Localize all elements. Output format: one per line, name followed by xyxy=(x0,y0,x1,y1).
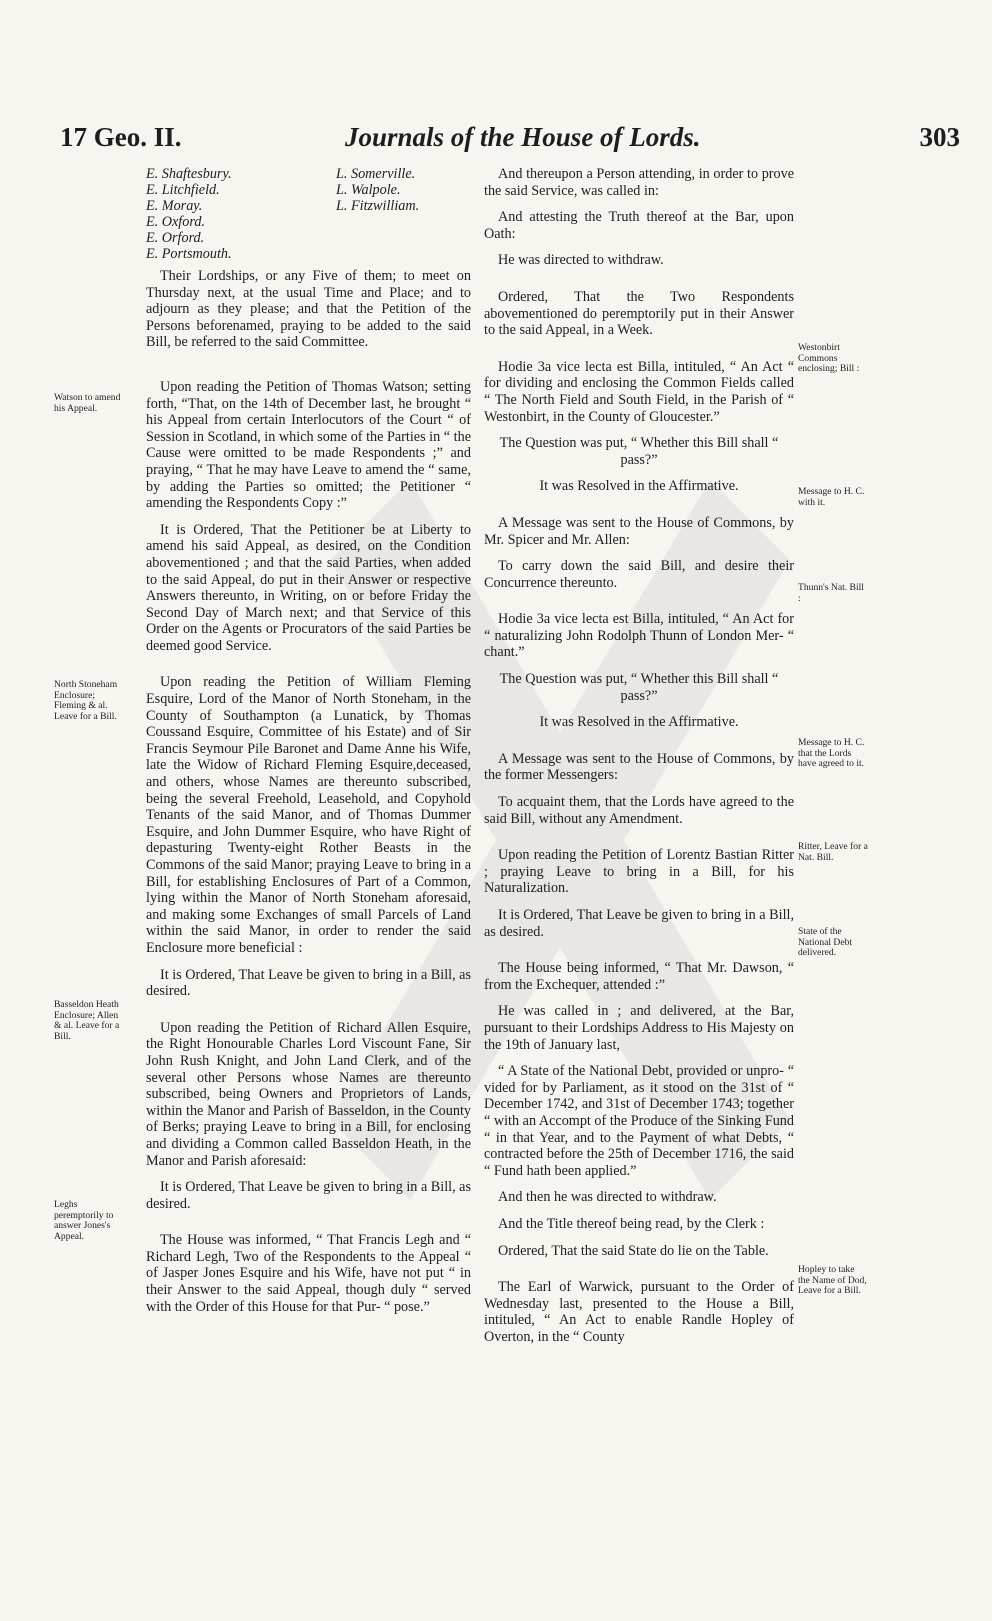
margin-note-watson: Watson to amend his Appeal. xyxy=(54,392,121,414)
right-paragraph: And thereupon a Person attending, in order to prove the said Service, was called in: xyxy=(484,166,794,199)
right-paragraph: Ordered, That the said State do lie on the Table. xyxy=(498,1242,769,1259)
journal-title: Journals of the House of Lords. xyxy=(345,122,701,152)
margin-note-westonbirt: Westonbirt Commons enclosing; Bill : xyxy=(798,342,860,375)
ritter-petition: Upon reading the Petition of Lorentz Bastian Ritter ; praying Leave to bring in a Bill, for his Naturalization. xyxy=(484,847,794,897)
left-column xyxy=(146,166,471,1325)
lords-list xyxy=(146,166,471,268)
thunn-bill: Hodie 3a vice lecta est Billa, intituled, “ An Act for “ naturalizing John Rodolph Thunn of London Mer- “ chant.” xyxy=(484,611,794,661)
fleming-petition: Upon reading the Petition of William Fleming Esquire, Lord of the Manor of North Stoneham, in the County of Southampton (a Lunatick, by Thomas Coussand Esquire, Committee of his Estate) and of Sir Francis Seymour Pile Baronet and Dame Anne his Wife, late the Widow of Richard Fleming Esquire,deceased, and others, whose Names are thereunto subscribed, being the several Freehold, Leasehold, and Copyhold Tenants of the said Manor, and of Thomas Dummer Esquire, and John Dummer Esquire, who have Right of depasturing Twenty-eight Rother Beasts in the Commons of the said Manor; praying Leave to bring in a Bill, for establishing Enclosures of Part of a Common, lying within the Manor of North Stoneham aforesaid, and making some Exchanges of small Parcels of Land within the said Manor, in order to render the said Enclosure more beneficial : xyxy=(146,674,471,956)
right-paragraph: The House being informed, “ That Mr. Dawson, “ from the Exchequer, attended :” xyxy=(484,960,794,993)
earls-list xyxy=(146,166,232,262)
margin-note-ritter: Ritter, Leave for a Nat. Bill. xyxy=(798,841,868,863)
margin-note-fleming: North Stoneham Enclosure; Fleming & al. Leave for a Bill. xyxy=(54,679,118,722)
margin-note-allen: Basseldon Heath Enclosure; Allen & al. Leave for a Bill. xyxy=(54,999,120,1042)
lord-name: L. Somerville. xyxy=(336,166,416,182)
margin-note-thunn: Thunn's Nat. Bill : xyxy=(798,582,864,604)
right-column xyxy=(484,166,794,1355)
barons-list xyxy=(336,166,419,214)
page-number: 303 xyxy=(919,122,960,152)
lord-name: L. Fitzwilliam. xyxy=(336,198,420,214)
lord-name: E. Orford. xyxy=(146,230,205,246)
right-paragraph: He was directed to withdraw. xyxy=(498,252,664,269)
right-paragraph: And then he was directed to withdraw. xyxy=(498,1189,717,1206)
lord-name: E. Moray. xyxy=(146,198,203,214)
margin-note-legh: Leghs peremptorily to answer Jones's Appeal. xyxy=(54,1199,114,1242)
margin-note-message: Message to H. C. that the Lords have agreed to it. xyxy=(798,737,865,770)
message-paragraph: A Message was sent to the House of Commons, by Mr. Spicer and Mr. Allen: xyxy=(484,514,794,548)
lord-name: E. Portsmouth. xyxy=(146,246,232,262)
westonbirt-bill: Hodie 3a vice lecta est Billa, intituled, “ An Act “ for dividing and enclosing the Common Fields called “ The North Field and South Field, in the Parish of “ Westonbirt, in the County of Gloucester.” xyxy=(484,358,794,425)
right-paragraph: And attesting the Truth thereof at the Bar, upon Oath: xyxy=(484,209,794,242)
right-paragraph: To acquaint them, that the Lords have agreed to the said Bill, without any Amendment. xyxy=(484,794,794,827)
margin-note-message: Message to H. C. with it. xyxy=(798,486,865,508)
lord-name: E. Shaftesbury. xyxy=(146,166,232,182)
legh-paragraph: The House was informed, “ That Francis Legh and “ Richard Legh, Two of the Respondents to the Appeal “ of Jasper Jones Esquire and his Wife, have not put “ in their Answer to the said Appeal, though duly “ served with the Order of this House for that Pur- “ pose.” xyxy=(146,1232,471,1315)
margin-note-hopley: Hopley to take the Name of Dod, Leave for a Bill. xyxy=(798,1264,867,1297)
regnal-year: 17 Geo. II. xyxy=(60,122,182,152)
question-put: The Question was put, “ Whether this Bill shall “ pass?” xyxy=(499,435,779,468)
resolved-affirmative: It was Resolved in the Affirmative. xyxy=(539,478,739,495)
right-paragraph: And the Title thereof being read, by the Clerk : xyxy=(498,1215,765,1232)
hopley-bill: The Earl of Warwick, pursuant to the Order of Wednesday last, presented to the House a Bill, intituled, “ An Act to enable Randle Hopley of Overton, in the “ County xyxy=(484,1279,794,1345)
margin-note-debt: State of the National Debt delivered. xyxy=(798,926,853,959)
ritter-order: It is Ordered, That Leave be given to bring in a Bill, as desired. xyxy=(484,907,794,940)
right-paragraph: He was called in ; and delivered, at the Bar, pursuant to their Lordships Address to His Majesty on the 19th of January last, xyxy=(484,1003,794,1053)
question-put: The Question was put, “ Whether this Bill shall “ pass?” xyxy=(499,671,779,704)
allen-petition: Upon reading the Petition of Richard Allen Esquire, the Right Honourable Charles Lord Viscount Fane, Sir John Rush Knight, and John Land Clerk, and of the several other Persons whose Names are thereunto subscribed, being Owners and Proprietors of Lands, within the Manor and Parish of Basseldon, in the County of Berks; praying Leave to bring in a Bill, for enclosing and dividing a Common called Basseldon Heath, in the Manor and Parish aforesaid: xyxy=(146,1019,471,1169)
debt-title-quote: “ A State of the National Debt, provided or unpro- “ vided for by Parliament, as it stood on the 31st of “ December 1742, and 31st of December 1743; together “ with an Accompt of the Produce of the Sinking Fund “ in that Year, and to the Payment of what Debts, “ contracted before the 25th of December 1716, the said “ Fund hath been applied.” xyxy=(484,1063,794,1179)
watson-petition: Upon reading the Petition of Thomas Watson; setting forth, “That, on the 14th of December last, he brought “ his Appeal from certain Interlocutors of the Court “ of Session in Scotland, in which some of the Parties in “ the Cause were omitted to be made Respondents ;” and praying, “ That he may have Leave to amend the “ same, by adding the Parties so omitted; the Petitioner “ amending the Respondents Copy :” xyxy=(146,378,471,512)
lord-name: L. Walpole. xyxy=(336,182,401,198)
fleming-order: It is Ordered, That Leave be given to bring in a Bill, as desired. xyxy=(146,966,471,1000)
allen-order: It is Ordered, That Leave be given to bring in a Bill, as desired. xyxy=(146,1179,471,1212)
message-paragraph: A Message was sent to the House of Commons, by the former Messengers: xyxy=(484,750,794,784)
resolved-affirmative: It was Resolved in the Affirmative. xyxy=(539,714,739,731)
right-paragraph: Ordered, That the Two Respondents abovementioned do peremptorily put in their Answer to the said Appeal, in a Week. xyxy=(484,288,794,339)
lord-name: E. Litchfield. xyxy=(146,182,220,198)
watson-order: It is Ordered, That the Petitioner be at Liberty to amend his said Appeal, as desired, on the Condition abovementioned ; and that the said Parties, when added to the said Appeal, do put in their Answer or respective Answers thereunto, in Writing, on or before Friday the Second Day of March next; and that Service of this Order on the Agents or Procurators of the said Parties be deemed good Service. xyxy=(146,521,471,654)
committee-paragraph: Their Lordships, or any Five of them; to meet on Thursday next, at the usual Time and Place; and to adjourn as they please; and that the Petition of the Persons beforenamed, praying to be added to the said Bill, be referred to the said Committee. xyxy=(146,268,471,351)
lord-name: E. Oxford. xyxy=(146,214,205,230)
right-paragraph: To carry down the said Bill, and desire their Concurrence thereunto. xyxy=(484,558,794,591)
page-header xyxy=(60,122,960,162)
